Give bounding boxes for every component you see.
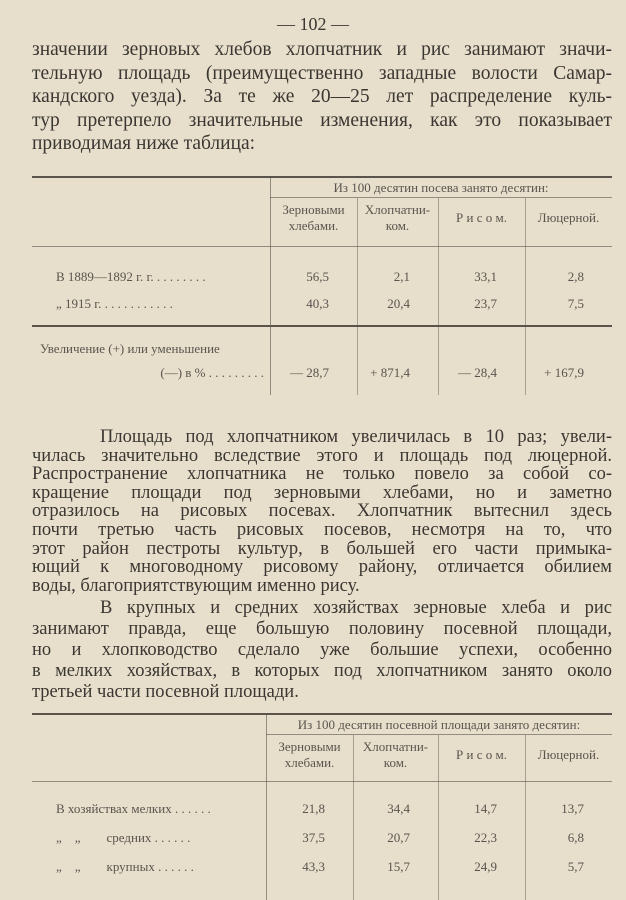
paragraph-line: ющий к многоводному рисовому району, отличается обилием — [32, 557, 612, 578]
cell-value: 21,8 — [302, 801, 325, 816]
table-top-rule — [32, 713, 612, 715]
change-value: + 871,4 — [370, 365, 410, 380]
paragraph-line: занимают правда, еще большую половину посевной площади, — [32, 619, 612, 639]
change-value: — 28,7 — [290, 365, 329, 380]
cell-value: 20,7 — [387, 830, 410, 845]
column-header: Хлопчатни- — [362, 739, 429, 754]
header-rule — [266, 734, 612, 735]
cell-value: 13,7 — [561, 801, 584, 816]
paragraph-line: почти третью часть рисовых посевов, несмотря на то, что — [32, 520, 612, 540]
header-bottom-rule — [32, 246, 612, 247]
cell-value: 34,4 — [387, 801, 410, 816]
cell-value: 40,3 — [306, 296, 329, 311]
column-header: Зерновыми — [278, 739, 341, 754]
cell-value: 20,4 — [387, 296, 410, 311]
header-rule — [270, 197, 612, 198]
cell-value: 56,5 — [306, 269, 329, 284]
total-rule — [32, 325, 612, 327]
change-value: + 167,9 — [544, 365, 584, 380]
paragraph-line: Площадь под хлопчатником увеличилась в 10 раз; увели- — [100, 427, 612, 447]
column-header: Р и с о м. — [456, 747, 507, 762]
cell-value: 15,7 — [387, 859, 410, 874]
paragraph-line: кращение площади под зерновыми хлебами, но и заметно — [32, 482, 612, 503]
paragraph-line: третьей части посевной площади. — [32, 682, 299, 702]
row-label: В 1889—1892 г. г. . . . . . . . . — [56, 269, 206, 284]
cell-value: 2,1 — [393, 269, 410, 284]
column-header: ком. — [383, 755, 408, 770]
paragraph-line: отразилось на рисовых посевах. Хлопчатник вытеснил здесь — [32, 501, 612, 522]
change-label: (—) в % . . . . . . . . . — [160, 365, 264, 380]
paragraph-line: В крупных и средних хозяйствах зерновые хлеба и рис — [100, 598, 612, 618]
cell-value: 23,7 — [474, 296, 497, 311]
paragraph-line: тур претерпело значительные изменения, как это показывает — [32, 109, 612, 131]
column-header: Р и с о м. — [456, 210, 507, 225]
group-header: Из 100 десятин посевной площади занято десятин: — [297, 717, 581, 732]
row-label: В хозяйствах мелких . . . . . . — [56, 801, 211, 816]
paragraph-line: Распространение хлопчатника не только повело за собой со- — [32, 464, 612, 485]
paragraph-line: в мелких хозяйствах, в которых под хлопчатником занято около — [32, 661, 612, 681]
cell-value: 5,7 — [567, 859, 584, 874]
cell-value: 24,9 — [474, 859, 497, 874]
paragraph-line: но и хлопководство сделало уже большие успехи, особенно — [32, 640, 612, 660]
row-label: „ „ средних . . . . . . — [56, 830, 191, 845]
cell-value: 2,8 — [567, 269, 584, 284]
row-label: „ 1915 г. . . . . . . . . . . . — [56, 296, 173, 311]
paragraph-line: этот район пестроты культур, в большей его части примыка- — [32, 538, 612, 559]
column-header: Хлопчатни- — [364, 202, 431, 217]
paragraph-line: воды, благоприятствующим именно рису. — [32, 575, 360, 596]
change-value: — 28,4 — [458, 365, 497, 380]
paragraph-line: кандского уезда). За те же 20—25 лет распределение куль- — [32, 86, 612, 107]
row-label: „ „ крупных . . . . . . — [56, 859, 194, 874]
paragraph-line: чилась значительно вследствие этого и площадь под люцерной. — [32, 445, 612, 466]
column-header: Зерновыми — [282, 202, 345, 217]
table-top-rule — [32, 176, 612, 178]
page-number: — 102 — — [277, 14, 349, 34]
paragraph-line: приводимая ниже таблица: — [32, 133, 256, 154]
cell-value: 7,5 — [567, 296, 584, 311]
column-header: Люцерной. — [537, 210, 600, 225]
paragraph-line: значении зерновых хлебов хлопчатник и рис занимают значи- — [32, 39, 612, 60]
cell-value: 6,8 — [567, 830, 584, 845]
change-label: Увеличение (+) или уменьшение — [40, 341, 220, 356]
cell-value: 22,3 — [474, 830, 497, 845]
column-header: ком. — [385, 218, 410, 233]
paragraph-line: тельную площадь (преимущественно западные волости Самар- — [32, 62, 612, 84]
cell-value: 33,1 — [474, 269, 497, 284]
column-header: хлебами. — [284, 755, 335, 770]
cell-value: 14,7 — [474, 801, 497, 816]
column-header: хлебами. — [288, 218, 339, 233]
column-header: Люцерной. — [537, 747, 600, 762]
header-bottom-rule — [32, 781, 612, 782]
cell-value: 37,5 — [302, 830, 325, 845]
cell-value: 43,3 — [302, 859, 325, 874]
group-header: Из 100 десятин посева занято десятин: — [333, 180, 549, 195]
